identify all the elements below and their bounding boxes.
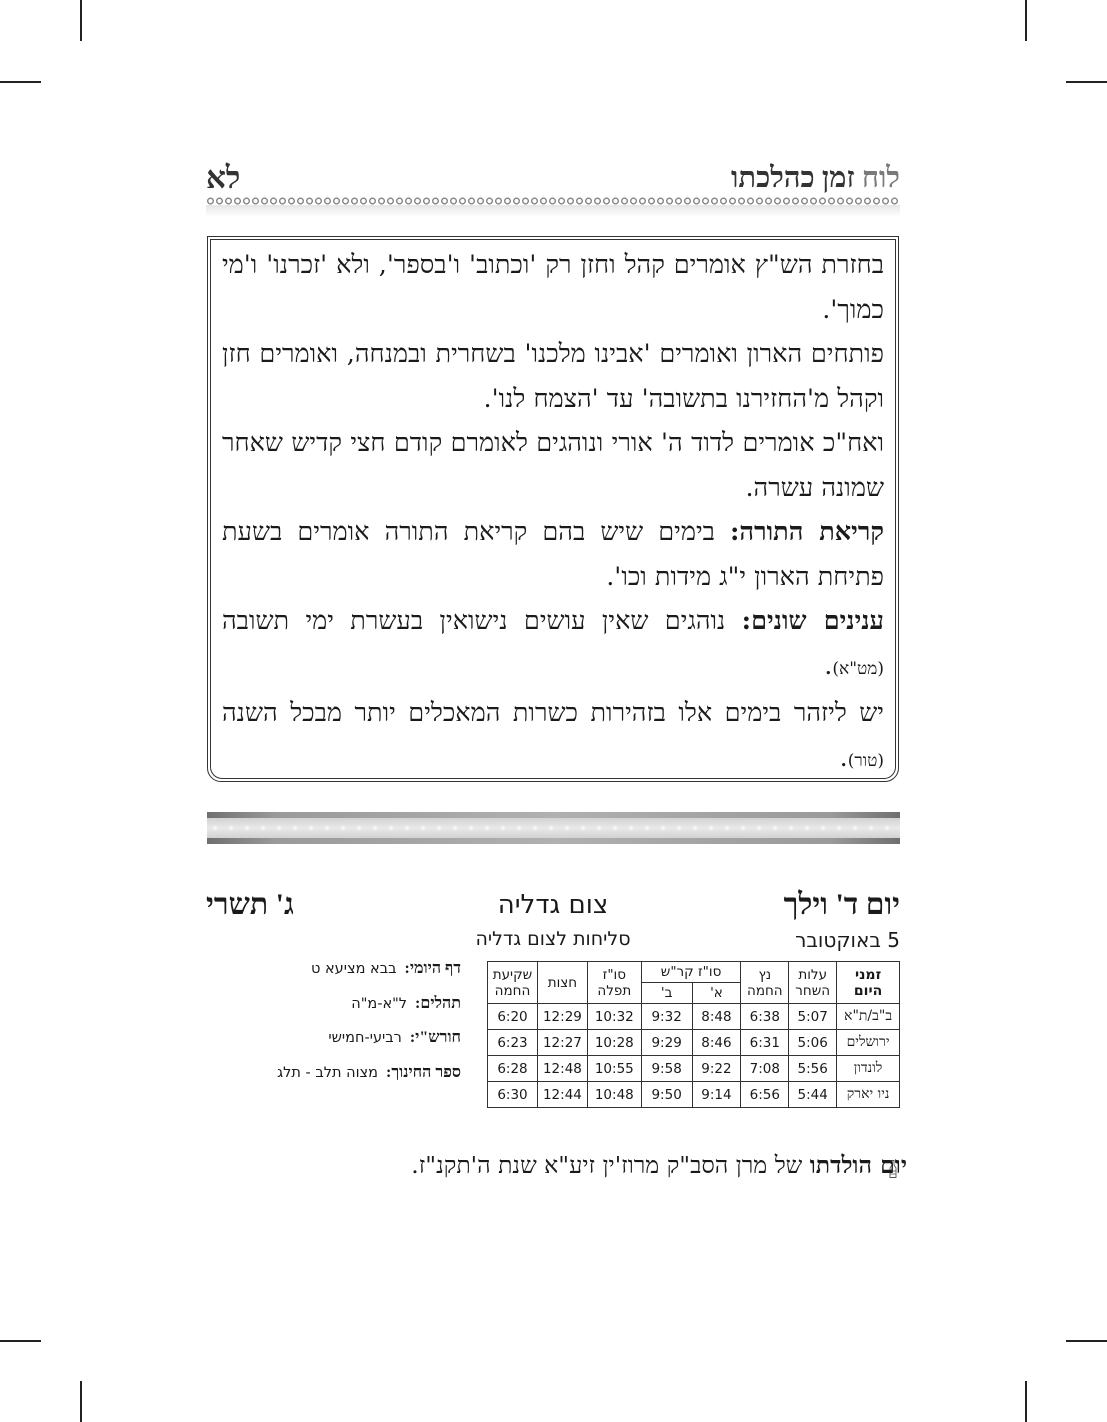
day-name: יום ד' וילך <box>783 888 900 921</box>
paragraph-end: . <box>824 650 833 681</box>
shkia-cell: 6:23 <box>488 1030 538 1056</box>
header-netz: נץ החמה <box>741 962 789 1004</box>
daily-study-list <box>206 960 461 1098</box>
crop-mark <box>1066 1340 1107 1342</box>
alot-cell: 5:56 <box>789 1056 837 1082</box>
netz-cell: 7:08 <box>741 1056 789 1082</box>
alot-cell: 5:06 <box>789 1030 837 1056</box>
crop-mark <box>1066 81 1107 83</box>
header-shema-group: סו"ז קר"ש <box>641 962 741 983</box>
alot-cell: 5:07 <box>789 1004 837 1030</box>
header-shema-b: ב' <box>641 983 692 1004</box>
shema-b-cell: 9:58 <box>641 1056 692 1082</box>
netz-cell: 6:38 <box>741 1004 789 1030</box>
paragraph-lead: ענינים שונים: <box>741 606 884 636</box>
tefila-cell: 10:28 <box>587 1030 641 1056</box>
list-item-label: ספר החינוך: <box>385 1063 461 1081</box>
decorative-band <box>207 812 900 844</box>
list-item-value: מצוה תלב - תלג <box>277 1064 378 1081</box>
paragraph <box>222 243 884 332</box>
header-tefila: סו"ז תפלה <box>587 962 641 1004</box>
running-title-main: זמן כהלכתו <box>730 162 855 194</box>
hebrew-date: ג' תשרי <box>206 888 294 921</box>
list-item-value: ל"א-מ"ה <box>351 995 408 1012</box>
shkia-cell: 6:30 <box>488 1082 538 1108</box>
rule-shadow <box>206 205 900 217</box>
day-header <box>206 888 900 958</box>
table-row <box>488 1030 900 1056</box>
paragraph <box>222 599 884 691</box>
chatzot-cell: 12:44 <box>537 1082 587 1108</box>
table-row <box>488 1056 900 1082</box>
paragraph-text: יש ליזהר בימים אלו בזהירות כשרות המאכלים יותר מבכל השנה <box>222 698 884 728</box>
event-subtitle: סליחות לצום גדליה <box>475 928 631 950</box>
paragraph-end: . <box>839 742 848 773</box>
crop-mark <box>0 81 41 83</box>
running-title-accent: לוח <box>861 162 900 194</box>
crop-mark <box>0 1340 41 1342</box>
header-shkia: שקיעת החמה <box>488 962 538 1004</box>
band-bar-bottom <box>207 838 900 844</box>
crop-mark <box>1025 1381 1027 1422</box>
paragraph-text: פותחים הארון ואומרים 'אבינו מלכנו' בשחרית ובמנחה, ואומרים חזן וקהל מ'החזירנו בתשובה' עד 'הצמח לנו'. <box>222 339 884 414</box>
list-item-value: רביעי-חמישי <box>328 1030 402 1046</box>
list-item-label: תהלים: <box>415 994 461 1012</box>
chatzot-cell: 12:27 <box>537 1030 587 1056</box>
netz-cell: 6:56 <box>741 1082 789 1108</box>
shema-a-cell: 8:46 <box>692 1030 741 1056</box>
alot-cell: 5:44 <box>789 1082 837 1108</box>
header-chatzot: חצות <box>537 962 587 1004</box>
band-scroll-pattern <box>207 818 900 838</box>
city-cell: ב"ב/ת"א <box>837 1004 900 1030</box>
paragraph-text: ואח"כ אומרים לדוד ה' אורי ונוהגים לאומרם קודם חצי קדיש שאחר שמונה עשרה. <box>222 428 884 503</box>
crop-mark <box>80 1381 82 1422</box>
source-citation: (מט"א) <box>832 658 884 679</box>
paragraph-text: נוהגים שאין עושים נישואין בעשרת ימי תשובה <box>222 606 742 636</box>
header-shema-a: א' <box>692 983 741 1004</box>
list-item-value: בבא מציעא ט <box>310 961 397 977</box>
list-item-chok <box>206 1029 461 1064</box>
list-item-daf-yomi <box>206 960 461 995</box>
running-title <box>731 162 900 195</box>
note-lead: יום הולדתו <box>809 1151 907 1179</box>
page-number: לא <box>206 160 241 195</box>
list-item-tehilim <box>206 995 461 1030</box>
event-title: צום גדליה <box>497 890 609 920</box>
shema-b-cell: 9:32 <box>641 1004 692 1030</box>
chatzot-cell: 12:29 <box>537 1004 587 1030</box>
shema-a-cell: 9:22 <box>692 1056 741 1082</box>
header-zmanim-hayom: זמני היום <box>837 962 900 1004</box>
header-alot: עלות השחר <box>789 962 837 1004</box>
paragraph-lead: קריאת התורה: <box>730 517 885 547</box>
list-item-label: חורש"י: <box>409 1029 461 1046</box>
shkia-cell: 6:20 <box>488 1004 538 1030</box>
netz-cell: 6:31 <box>741 1030 789 1056</box>
paragraph <box>222 691 884 783</box>
table-row <box>488 1004 900 1030</box>
shkia-cell: 6:28 <box>488 1056 538 1082</box>
chatzot-cell: 12:48 <box>537 1056 587 1082</box>
decorative-wave-rule <box>206 195 900 205</box>
city-cell: ניו יארק <box>837 1082 900 1108</box>
crop-mark <box>1025 0 1027 41</box>
running-head <box>206 160 900 200</box>
shema-b-cell: 9:50 <box>641 1082 692 1108</box>
shema-a-cell: 8:48 <box>692 1004 741 1030</box>
tefila-cell: 10:55 <box>587 1056 641 1082</box>
paragraph <box>222 510 884 599</box>
list-item-label: דף היומי: <box>404 960 461 977</box>
note-text: של מרן הסב"ק מרוז'ין זיע"א שנת ה'תקנ"ז. <box>411 1151 810 1179</box>
crop-mark <box>80 0 82 41</box>
table-row <box>488 1082 900 1108</box>
tefila-cell: 10:48 <box>587 1082 641 1108</box>
city-cell: ירושלים <box>837 1030 900 1056</box>
shema-b-cell: 9:29 <box>641 1030 692 1056</box>
zmanim-table <box>487 961 900 1108</box>
city-cell: לונדון <box>837 1056 900 1082</box>
paragraph-text: בחזרת הש"ץ אומרים קהל וחזן רק 'וכתוב' ו'בספר', ולא 'זכרנו' ו'מי כמוך'. <box>222 250 884 325</box>
text-content <box>222 243 884 783</box>
civil-date: 5 באוקטובר <box>795 928 900 952</box>
tefila-cell: 10:32 <box>587 1004 641 1030</box>
paragraph-text: בימים שיש בהם קריאת התורה אומרים בשעת פתיחת הארון י"ג מידות וכו'. <box>222 517 884 592</box>
shema-a-cell: 9:14 <box>692 1082 741 1108</box>
list-item-sefer-hachinuch <box>206 1064 461 1099</box>
halacha-text-box <box>207 236 899 782</box>
source-citation: (טור) <box>847 750 884 771</box>
paragraph <box>222 421 884 510</box>
paragraph <box>222 332 884 421</box>
yahrzeit-note <box>207 1151 907 1180</box>
